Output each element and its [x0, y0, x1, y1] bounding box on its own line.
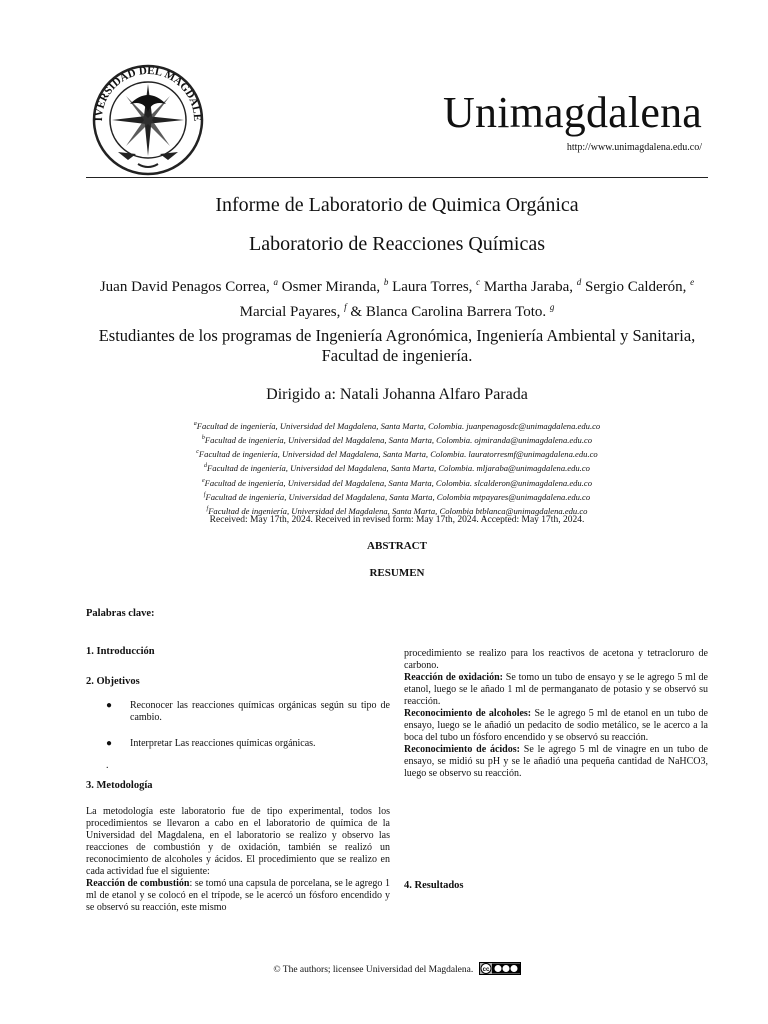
affiliation-text: Facultad de ingeniería, Universidad del Magdalena, Santa Marta, Colombia btblanca@unimagdalena.edu.co — [208, 505, 588, 516]
alcohols-label: Reconocimiento de alcoholes: — [404, 708, 532, 719]
author-affiliation-mark: g — [549, 302, 555, 312]
author-affiliation-mark: c — [476, 277, 481, 287]
author-affiliation-mark: a — [273, 277, 279, 287]
acids-paragraph — [404, 744, 708, 780]
cc-license-badge-icon[interactable] — [479, 962, 521, 978]
list-item — [86, 738, 390, 750]
author-name: Marcial Payares, — [239, 304, 341, 320]
combustion-text: : se tomó una capsula de porcelana, se le agrego 1 ml de etanol y se colocó en el trípode, se le acercó un fósforo encendido y se observó su reacción, este mismo — [86, 878, 390, 913]
affiliation-mark: b — [201, 435, 205, 442]
objective-text: Interpretar Las reacciones químicas orgánicas. — [130, 738, 316, 749]
results-heading: 4. Resultados — [404, 880, 464, 891]
list-item — [86, 700, 390, 724]
affiliation-line — [86, 432, 708, 446]
combustion-paragraph — [86, 878, 390, 914]
alcohols-text: Se le agrego 5 ml de etanol en un tubo de ensayo, luego se le añadió un pedacito de sodio metálico, se le acerco a la boca del tubo un fósforo encendido y se observó su reacción. — [404, 708, 708, 743]
author-name: Osmer Miranda, — [281, 279, 381, 295]
author-affiliation-mark: e — [690, 277, 695, 287]
acids-label: Reconocimiento de ácidos: — [404, 744, 520, 755]
objectives-list — [86, 700, 390, 750]
affiliation-text: Facultad de ingeniería, Universidad del Magdalena, Santa Marta, Colombia. mljaraba@unimagdalena.edu.co — [207, 463, 590, 474]
paper-title: Informe de Laboratorio de Quimica Orgánica — [215, 194, 579, 216]
affiliation-mark: c — [196, 449, 199, 456]
oxidation-label: Reacción de oxidación: — [404, 672, 503, 683]
affiliation-line — [86, 446, 708, 460]
affiliation-line — [86, 418, 708, 432]
author-affiliation-mark: b — [383, 277, 389, 287]
author-name: Laura Torres, — [392, 279, 473, 295]
author-name: Sergio Calderón, — [585, 279, 687, 295]
students-line: Estudiantes de los programas de Ingeniería Agronómica, Ingeniería Ambiental y Sanitaria, Facultad de ingeniería. — [98, 326, 696, 365]
affiliation-line — [86, 475, 708, 489]
oxidation-paragraph — [404, 672, 708, 708]
left-column — [86, 646, 390, 914]
resumen-heading: RESUMEN — [369, 567, 425, 579]
objective-text: Reconocer las reacciones químicas orgánicas según su tipo de cambio. — [130, 700, 390, 723]
affiliation-mark: f — [206, 505, 209, 512]
affiliation-mark: f — [203, 491, 206, 498]
right-column — [404, 648, 708, 892]
directed-to: Dirigido a: Natali Johanna Alfaro Parada — [266, 386, 528, 403]
oxidation-text: Se tomo un tubo de ensayo y se le agrego 5 ml de etanol, luego se le añado 1 ml de permanganato de potasio y se observó su reacción. — [404, 672, 709, 707]
keywords-label: Palabras clave: — [86, 608, 155, 619]
paper-subtitle: Laboratorio de Reacciones Químicas — [249, 233, 545, 255]
received-dates: Received: May 17th, 2024. Received in revised form: May 17th, 2024. Accepted: May 17th, 2024. — [209, 515, 585, 525]
affiliation-line — [86, 460, 708, 474]
affiliation-text: Facultad de ingeniería, Universidad del Magdalena, Santa Marta, Colombia. slcalderon@unimagdalena.edu.co — [204, 477, 592, 488]
acids-text: Se le agrego 5 ml de vinagre en un tubo de ensayo, se midió su pH y se le añadió una pequeña cantidad de NaHCO3, luego se observo su reacción. — [404, 744, 708, 779]
stray-dot: . — [106, 760, 109, 771]
author-name: Juan David Penagos Correa, — [99, 279, 270, 295]
methodology-heading: 3. Metodología — [86, 780, 153, 791]
author-affiliation-mark: f — [344, 302, 347, 312]
affiliation-mark: d — [204, 463, 208, 470]
header-divider — [86, 177, 708, 178]
affiliation-text: Facultad de ingeniería, Universidad del Magdalena, Santa Marta, Colombia. juanpenagosdc@unimagdalena.edu.co — [196, 420, 601, 431]
affiliation-mark: a — [193, 421, 197, 427]
author-affiliation-mark: d — [576, 277, 582, 287]
combustion-label: Reacción de combustión — [86, 878, 190, 889]
bullet-icon: ● — [106, 700, 113, 711]
methodology-text: La metodología este laboratorio fue de tipo experimental, todos los procedimientos se llevaron a cabo en el laboratorio de química de la Universidad del Magdalena, en el laboratorio se realizo y observo las reacciones de combustión y de oxidación, también se realizó un reconocimiento de alcoholes y ácidos. El procedimiento que se realizo en cada actividad fue el siguiente: — [86, 806, 390, 877]
author-name: Martha Jaraba, — [483, 279, 574, 295]
continuation-text: procedimiento se realizo para los reactivos de acetona y tetracloruro de carbono. — [404, 648, 708, 671]
university-url[interactable]: http://www.unimagdalena.edu.co/ — [566, 142, 702, 153]
bullet-icon: ● — [106, 738, 113, 749]
footer — [86, 962, 708, 978]
svg-text:cc: cc — [482, 967, 489, 973]
university-logo — [88, 56, 208, 176]
affiliation-line — [86, 489, 708, 503]
affiliation-text: Facultad de ingeniería, Universidad del Magdalena, Santa Marta, Colombia mtpayares@unimagdalena.edu.co — [205, 491, 591, 502]
logo-ring-text: IVERSIDAD DEL MAGDALE — [92, 64, 204, 122]
intro-heading: 1. Introducción — [86, 646, 155, 657]
affiliation-text: Facultad de ingeniería, Universidad del Magdalena, Santa Marta, Colombia. ojmiranda@unimagdalena.edu.co — [204, 435, 593, 446]
affiliations — [86, 418, 708, 517]
objectives-heading: 2. Objetivos — [86, 676, 140, 687]
alcohols-paragraph — [404, 708, 708, 744]
copyright-text: © The authors; licensee Universidad del Magdalena. — [273, 965, 474, 976]
affiliation-text: Facultad de ingeniería, Universidad del Magdalena, Santa Marta, Colombia. lauratorresmf@unimagdalena.edu.co — [198, 449, 598, 460]
author-name: & Blanca Carolina Barrera Toto. — [350, 304, 547, 320]
affiliation-mark: e — [201, 477, 205, 484]
author-list — [86, 272, 708, 322]
brand-name: Unimagdalena — [443, 88, 702, 137]
abstract-heading: ABSTRACT — [367, 540, 427, 552]
